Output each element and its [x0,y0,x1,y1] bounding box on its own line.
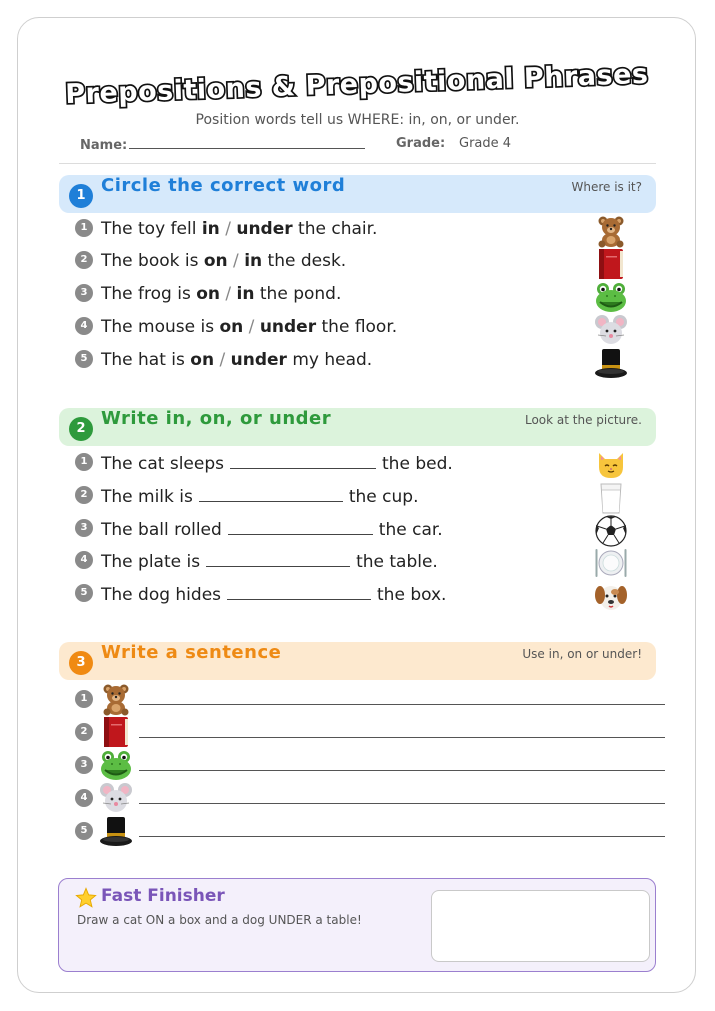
item-number-badge: 3 [75,284,93,302]
option-word-1[interactable]: on [190,350,215,370]
sentence-end: the bed. [382,454,453,474]
item-sentence [101,219,377,239]
fill-blank-item [75,550,438,576]
sentence-start: The dog hides [101,585,222,605]
item-number-badge: 4 [75,317,93,335]
teddy-bear-icon [594,214,628,248]
item-number-badge: 5 [75,350,93,368]
name-field[interactable] [80,136,365,153]
option-separator: / [219,219,237,239]
item-number-badge: 1 [75,219,93,237]
answer-blank[interactable] [206,550,350,567]
section-number: 2 [69,417,93,441]
item-number-badge: 4 [75,551,93,569]
item-sentence [101,585,446,605]
writing-line[interactable] [139,836,665,837]
item-sentence [101,487,418,507]
section-1-header [59,175,656,213]
item-number-badge: 4 [75,789,93,807]
item-number-badge: 5 [75,822,93,840]
sentence-end: the chair. [292,219,378,239]
item-number-badge: 2 [75,486,93,504]
item-number-badge: 1 [75,453,93,471]
sentence-end: the floor. [316,317,398,337]
grade-value: Grade 4 [459,136,512,151]
sentence-end: the box. [377,585,447,605]
circle-word-item [75,219,377,245]
item-number-badge: 2 [75,251,93,269]
item-number-badge: 3 [75,756,93,774]
option-word-2[interactable]: under [259,317,317,337]
subtitle: Position words tell us WHERE: in, on, or under. [195,112,520,128]
section-2-header [59,408,656,446]
sentence-end: the pond. [254,284,342,304]
mouse-icon [99,781,133,815]
section-3-header [59,642,656,680]
option-separator: / [227,251,245,271]
sentence-start: The mouse is [101,317,220,337]
mouse-icon [594,313,628,347]
fill-blank-item [75,518,443,544]
sentence-start: The cat sleeps [101,454,225,474]
name-blank-line[interactable] [129,136,365,149]
option-separator: / [220,284,237,304]
top-hat-icon [99,814,133,848]
item-number-badge: 5 [75,584,93,602]
option-word-1[interactable]: on [203,251,228,271]
writing-line[interactable] [139,803,665,804]
writing-line[interactable] [139,737,665,738]
sentence-end: the table. [356,552,438,572]
sentence-start: The hat is [101,350,191,370]
option-separator: / [214,350,231,370]
top-hat-icon [594,346,628,380]
red-book-icon [594,247,628,281]
sentence-end: my head. [286,350,373,370]
star-icon [75,887,97,909]
option-separator: / [243,317,260,337]
answer-blank[interactable] [199,485,343,502]
section-title: Circle the correct word [101,175,346,196]
sentence-start: The milk is [101,487,193,507]
fast-finisher-instructions: Draw a cat ON a box and a dog UNDER a table! [77,913,362,927]
soccer-ball-icon [594,514,628,548]
item-number-badge: 2 [75,723,93,741]
sentence-start: The book is [101,251,204,271]
writing-line[interactable] [139,704,665,705]
item-sentence [101,284,341,304]
option-word-2[interactable]: under [236,219,293,239]
grade-label: Grade: [396,136,446,151]
fill-blank-item [75,452,453,478]
item-number-badge: 3 [75,519,93,537]
section-title: Write in, on, or under [101,408,332,429]
sentence-start: The plate is [101,552,201,572]
circle-word-item [75,284,341,310]
fast-finisher-box [58,878,656,972]
section-title: Write a sentence [101,642,282,663]
circle-word-item [75,350,372,376]
option-word-2[interactable]: under [230,350,287,370]
fast-finisher-title: Fast Finisher [101,886,225,906]
answer-blank[interactable] [230,452,376,469]
answer-blank[interactable] [228,518,373,535]
milk-glass-icon [594,481,628,515]
item-sentence [101,317,397,337]
item-sentence [101,454,453,474]
section-hint: Look at the picture. [524,413,642,427]
header-divider [59,163,656,164]
circle-word-item [75,251,346,277]
svg-text:Prepositions & Prepositional P: Prepositions & Prepositional Phrases [64,58,649,111]
circle-word-item [75,317,397,343]
option-word-2[interactable]: in [244,251,263,271]
fill-blank-item [75,583,446,609]
option-word-1[interactable]: on [219,317,244,337]
option-word-2[interactable]: in [236,284,255,304]
item-sentence [101,251,346,271]
sentence-start: The frog is [101,284,197,304]
name-label: Name: [80,138,128,153]
drawing-box[interactable] [431,890,650,962]
plate-icon [594,546,628,580]
cat-icon [594,447,628,481]
item-number-badge: 1 [75,690,93,708]
page-title [0,58,715,118]
answer-blank[interactable] [227,583,371,600]
sentence-start: The toy fell [101,219,202,239]
sentence-start: The ball rolled [101,520,222,540]
dog-icon [594,580,628,614]
item-sentence [101,552,438,572]
option-word-1[interactable]: in [201,219,220,239]
sentence-end: the desk. [262,251,347,271]
option-word-1[interactable]: on [196,284,220,304]
section-hint: Where is it? [571,180,642,194]
section-number: 1 [69,184,93,208]
frog-icon [594,280,628,314]
fill-blank-item [75,485,418,511]
item-sentence [101,350,372,370]
sentence-end: the car. [378,520,443,540]
item-sentence [101,520,443,540]
frog-icon [99,748,133,782]
red-book-icon [99,715,133,749]
section-number: 3 [69,651,93,675]
writing-line[interactable] [139,770,665,771]
sentence-end: the cup. [348,487,419,507]
section-hint: Use in, on or under! [522,647,642,661]
teddy-bear-icon [99,682,133,716]
